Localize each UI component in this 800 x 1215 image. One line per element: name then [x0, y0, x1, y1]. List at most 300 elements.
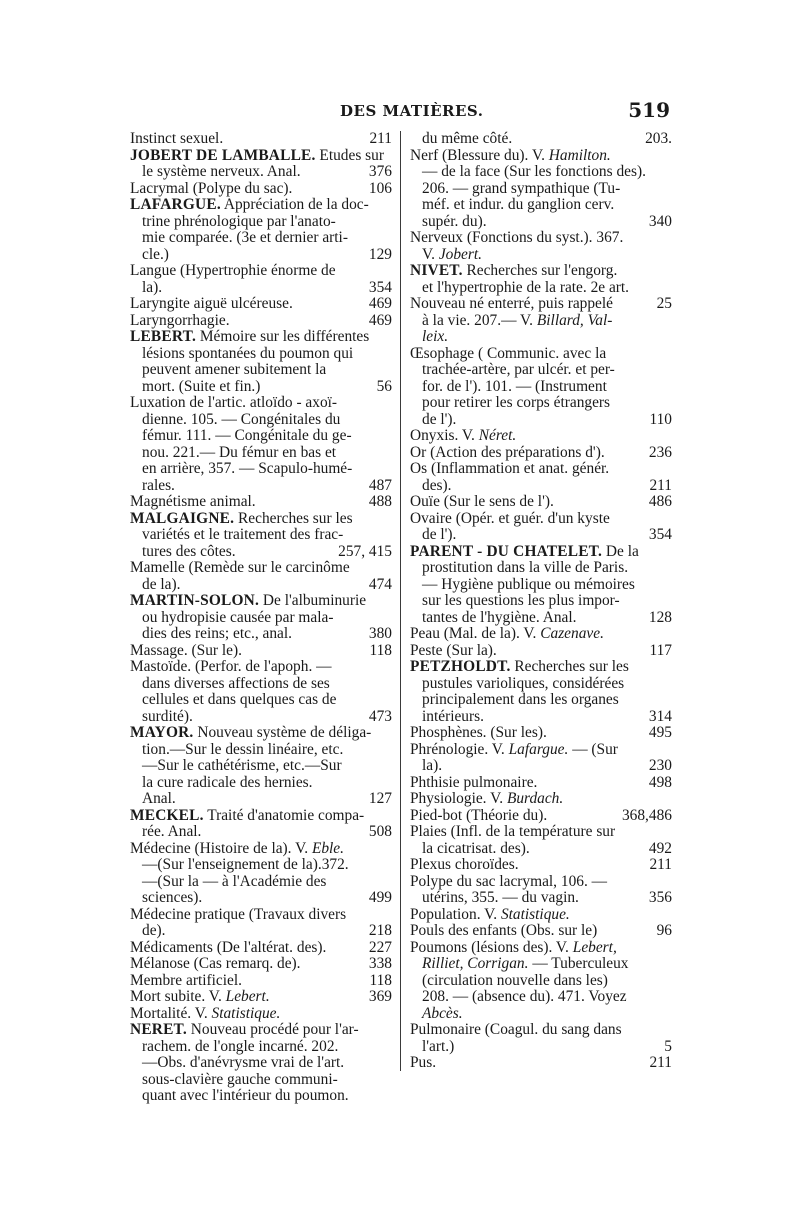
entry-line [410, 907, 672, 924]
entry-line [130, 791, 392, 808]
entry-line [130, 692, 392, 709]
entry-page-number: 203. [645, 130, 672, 147]
entry-text: et l'hypertrophie de la rate. 2e art. [422, 278, 630, 296]
entry-line [130, 808, 392, 825]
entry-line [410, 313, 672, 330]
entry-text: supér. du). [422, 212, 487, 230]
entry-line [410, 676, 672, 693]
entry-text: trachée-artère, par ulcér. et per- [422, 361, 615, 378]
entry-line [130, 494, 392, 511]
entry-text: la). [142, 278, 163, 296]
entry-line [410, 610, 672, 627]
index-entry [130, 956, 392, 973]
entry-line [130, 775, 392, 792]
entry-text: pustules varioliques, considérées [422, 674, 625, 692]
entry-text: Recherches sur les [234, 509, 353, 527]
entry-text: utérins, 355. — du vagin. [422, 889, 579, 906]
index-entry [130, 313, 392, 330]
index-entry [130, 560, 392, 593]
entry-text: Nouveau né enterré, puis rappelé [410, 295, 613, 312]
index-entry [410, 445, 672, 462]
entry-page-number: 376 [368, 163, 392, 180]
entry-text: la cure radicale des hernies. [142, 773, 313, 791]
entry-text: Laryngite aiguë ulcéreuse. [130, 295, 293, 312]
entry-text: principalement dans les organes [422, 691, 619, 708]
entry-text: trine phrénologique par l'anato- [142, 212, 336, 230]
entry-text: Ouïe (Sur le sens de l'). [410, 493, 554, 510]
entry-page-number: 314 [648, 707, 672, 725]
entry-page-number: 492 [648, 839, 672, 857]
entry-line [130, 1088, 392, 1105]
entry-text: Nerveux (Fonctions du syst.). 367. [410, 229, 624, 246]
entry-text: tures des côtes. [142, 542, 236, 560]
entry-line [410, 973, 672, 990]
entry-author: PETZHOLDT. [410, 658, 511, 675]
entry-text: Os (Inflammation et anat. génér. [410, 460, 610, 477]
entry-reference: Statistique. [211, 1004, 281, 1022]
entry-page-number: 469 [368, 311, 392, 329]
entry-text: Pied-bot (Théorie du). [410, 806, 548, 824]
entry-line [410, 956, 672, 973]
entry-text: Mamelle (Remède sur le carcinôme [130, 559, 350, 576]
entry-line [130, 923, 392, 940]
index-entry [130, 131, 392, 148]
entry-page-number: 211 [649, 1054, 672, 1071]
index-entry [410, 148, 672, 231]
entry-line [410, 841, 672, 858]
entry-page-number: 211 [649, 476, 672, 494]
entry-text: —(Sur l'enseignement de la).372. [142, 856, 349, 873]
entry-text: —Sur le cathétérisme, etc.—Sur [142, 757, 342, 774]
entry-text: Mort subite. V. [130, 988, 226, 1005]
entry-line [130, 659, 392, 676]
entry-text: de). [142, 922, 166, 939]
entry-reference: Jobert. [438, 245, 482, 263]
entry-line [130, 709, 392, 726]
entry-page-number: 473 [368, 707, 392, 725]
entry-line [410, 214, 672, 231]
entry-text: rales. [142, 476, 175, 494]
entry-line [410, 296, 672, 313]
entry-line [130, 857, 392, 874]
entry-page-number: 495 [648, 724, 672, 741]
entry-line [130, 164, 392, 181]
entry-text: dies des reins; etc., anal. [142, 625, 293, 642]
entry-reference: Rilliet, Corrigan. [422, 955, 529, 972]
index-entry [410, 907, 672, 924]
entry-line [410, 263, 672, 280]
entry-page-number: 368,486 [621, 806, 672, 824]
entry-page-number: 5 [664, 1037, 672, 1055]
entry-line [410, 940, 672, 957]
entry-text: Anal. [142, 790, 176, 807]
index-entry [130, 593, 392, 643]
entry-text: De l'albuminurie [259, 592, 367, 609]
entry-line [130, 296, 392, 313]
entry-text: dienne. 105. — Congénitales du [142, 410, 341, 428]
entry-reference: Néret. [478, 427, 517, 444]
entry-page-number: 340 [648, 212, 672, 230]
entry-line [130, 824, 392, 841]
entry-line [130, 643, 392, 660]
entry-line [410, 1055, 672, 1072]
index-entry [410, 346, 672, 429]
index-entry [410, 296, 672, 346]
entry-text: fémur. 111. — Congénitale du ge- [142, 427, 352, 444]
entry-text: cle.) [142, 245, 169, 263]
entry-page-number: 218 [368, 922, 392, 939]
index-entry [410, 791, 672, 808]
index-entry [130, 659, 392, 725]
entry-text: l'art.) [422, 1037, 455, 1055]
index-entry [130, 148, 392, 181]
entry-line [410, 890, 672, 907]
entry-line [130, 362, 392, 379]
entry-text: for. de l'). 101. — (Instrument [422, 377, 607, 395]
entry-text: Médecine pratique (Travaux divers [130, 905, 347, 923]
entry-line [410, 527, 672, 544]
entry-text: Physiologie. V. [410, 790, 507, 807]
entry-line [130, 593, 392, 610]
entry-text: tion.—Sur le dessin linéaire, etc. [142, 740, 344, 758]
entry-line [130, 247, 392, 264]
entry-line [410, 181, 672, 198]
index-entry [130, 808, 392, 841]
entry-text: Polype du sac lacrymal, 106. — [410, 872, 608, 890]
entry-reference: Billard, Val- [536, 311, 613, 329]
entry-page-number: 25 [656, 295, 672, 312]
entry-page-number: 129 [368, 245, 392, 263]
entry-line [130, 560, 392, 577]
entry-text: Ovaire (Opér. et guér. d'un kyste [410, 509, 610, 527]
entry-reference: Hamilton. [548, 146, 611, 164]
entry-text: Mémoire sur les différentes [196, 328, 370, 345]
entry-text: Phosphènes. (Sur les). [410, 724, 547, 741]
index-entry [410, 494, 672, 511]
entry-line [130, 742, 392, 759]
index-entry [410, 428, 672, 445]
entry-line [410, 593, 672, 610]
entry-text: Instinct sexuel. [130, 130, 224, 147]
entry-text: en arrière, 357. — Scapulo-humé- [142, 460, 353, 477]
entry-reference: Burdach. [506, 790, 564, 807]
index-entry [130, 725, 392, 808]
entry-line [410, 445, 672, 462]
entry-line [130, 412, 392, 429]
entry-text: Pulmonaire (Coagul. du sang dans [410, 1021, 622, 1038]
entry-line [410, 395, 672, 412]
index-entry [130, 329, 392, 395]
entry-text: Laryngorrhagie. [130, 311, 230, 329]
entry-line [410, 164, 672, 181]
index-entry [130, 973, 392, 990]
entry-text: Pus. [410, 1054, 437, 1071]
entry-line [130, 395, 392, 412]
entry-text: Mélanose (Cas remarq. de). [130, 955, 301, 972]
running-title: DES MATIÈRES. [340, 102, 484, 120]
entry-text: intérieurs. [422, 707, 484, 725]
entry-page-number: 110 [649, 410, 672, 428]
entry-line [410, 544, 672, 561]
entry-line [410, 1039, 672, 1056]
entry-line [410, 280, 672, 297]
entry-text: la cicatrisat. des). [422, 839, 530, 857]
entry-text: dans diverses affections de ses [142, 674, 330, 692]
entry-line [130, 758, 392, 775]
entry-text: Médecine (Histoire de la). V. [130, 839, 312, 857]
entry-page-number: 127 [368, 790, 392, 807]
entry-line [410, 808, 672, 825]
entry-line [410, 560, 672, 577]
entry-page-number: 230 [648, 757, 672, 774]
entry-text: Phrénologie. V. [410, 740, 509, 758]
entry-text: Plaies (Infl. de la température sur [410, 823, 616, 840]
entry-text: Médicaments (De l'altérat. des). [130, 938, 327, 956]
index-entry [130, 197, 392, 263]
entry-text: sur les questions les plus impor- [422, 592, 620, 609]
entry-line [130, 230, 392, 247]
entry-line [130, 1039, 392, 1056]
entry-line [130, 214, 392, 231]
entry-text: tantes de l'hygiène. Anal. [422, 608, 577, 626]
entry-text: — Tuberculeux [528, 955, 629, 972]
entry-line [410, 692, 672, 709]
entry-line [130, 527, 392, 544]
entry-text: le système nerveux. Anal. [142, 163, 301, 180]
entry-page-number: 469 [368, 295, 392, 312]
entry-text: du même côté. [422, 130, 513, 147]
entry-line [130, 428, 392, 445]
index-entry [410, 923, 672, 940]
entry-text: Population. V. [410, 905, 501, 923]
entry-line [130, 263, 392, 280]
entry-author: PARENT - DU CHATELET. [410, 542, 603, 560]
entry-line [410, 742, 672, 759]
index-entry [130, 989, 392, 1006]
index-entry [130, 511, 392, 561]
entry-text: Plexus choroïdes. [410, 856, 519, 873]
entry-line [410, 725, 672, 742]
page-header [130, 98, 670, 128]
entry-text: peuvent amener subitement la [142, 361, 327, 378]
entry-line [410, 412, 672, 429]
entry-text: Peste (Sur la). [410, 641, 497, 659]
entry-line [410, 709, 672, 726]
entry-text: prostitution dans la ville de Paris. [422, 559, 629, 576]
entry-line [410, 626, 672, 643]
entry-line [130, 676, 392, 693]
entry-line [410, 874, 672, 891]
entry-text: — (Sur [568, 740, 618, 758]
entry-line [410, 329, 672, 346]
entry-line [410, 824, 672, 841]
entry-text: Phthisie pulmonaire. [410, 773, 538, 791]
entry-line [130, 379, 392, 396]
index-entry [130, 1022, 392, 1105]
entry-line [130, 131, 392, 148]
index-entry [130, 181, 392, 198]
entry-author: MECKEL. [130, 806, 204, 824]
entry-page-number: 508 [368, 823, 392, 840]
entry-line [130, 1055, 392, 1072]
entry-author: NERET. [130, 1021, 187, 1038]
entry-text: à la vie. 207.— V. [422, 311, 537, 329]
entry-text: Lacrymal (Polype du sac). [130, 179, 293, 197]
entry-line [410, 362, 672, 379]
entry-page-number: 227 [368, 938, 392, 956]
entry-line [410, 346, 672, 363]
index-entry [410, 659, 672, 725]
entry-page-number: 128 [648, 608, 672, 626]
index-entry [130, 395, 392, 494]
index-entry [410, 857, 672, 874]
entry-text: nou. 221.— Du fémur en bas et [142, 443, 337, 461]
entry-line [410, 1006, 672, 1023]
entry-author: JOBERT DE LAMBALLE. [130, 146, 316, 164]
entry-line [130, 1006, 392, 1023]
entry-reference: Lebert. [225, 988, 270, 1005]
index-entry [410, 461, 672, 494]
entry-page-number: 499 [368, 889, 392, 906]
entry-line [410, 1022, 672, 1039]
entry-line [130, 973, 392, 990]
entry-text: 206. — grand sympathique (Tu- [422, 179, 621, 197]
entry-author: MALGAIGNE. [130, 509, 235, 527]
entry-line [130, 907, 392, 924]
index-entry [410, 742, 672, 775]
entry-author: LEBERT. [130, 328, 197, 345]
entry-line [410, 148, 672, 165]
entry-text: —Obs. d'anévrysme vrai de l'art. [142, 1054, 345, 1071]
entry-line [130, 577, 392, 594]
entry-text: De la [602, 542, 639, 560]
index-entry [410, 643, 672, 660]
index-entry [410, 626, 672, 643]
index-entry [410, 775, 672, 792]
entry-page-number: 380 [368, 625, 392, 642]
entry-text: mort. (Suite et fin.) [142, 377, 261, 395]
entry-page-number: 118 [369, 641, 392, 659]
entry-text: Recherches sur les [510, 658, 629, 675]
entry-text: des). [422, 476, 452, 494]
entry-page-number: 56 [376, 377, 392, 395]
entry-text: Nouveau procédé pour l'ar- [186, 1021, 359, 1038]
index-entry [130, 841, 392, 907]
entry-page-number: 211 [369, 130, 392, 147]
entry-text: Onyxis. V. [410, 427, 479, 444]
entry-page-number: 211 [649, 856, 672, 873]
entry-line [410, 428, 672, 445]
entry-line [130, 511, 392, 528]
entry-line [130, 874, 392, 891]
entry-text: Nerf (Blessure du). V. [410, 146, 549, 164]
entry-page-number: 106 [368, 179, 392, 197]
index-entry [130, 643, 392, 660]
entry-line [410, 478, 672, 495]
index-entry [410, 230, 672, 263]
entry-line [130, 626, 392, 643]
entry-reference: Statistique. [500, 905, 570, 923]
entry-line [130, 956, 392, 973]
entry-page-number: 486 [648, 493, 672, 510]
entry-line [410, 758, 672, 775]
entry-line [130, 461, 392, 478]
entry-line [130, 989, 392, 1006]
entry-line [130, 725, 392, 742]
entry-text: rachem. de l'ongle incarné. 202. [142, 1037, 339, 1055]
entry-text: —(Sur la — à l'Académie des [142, 872, 327, 890]
entry-line [130, 346, 392, 363]
entry-text: ou hydropisie causée par mala- [142, 608, 334, 626]
entry-line [130, 445, 392, 462]
entry-text: quant avec l'intérieur du poumon. [142, 1087, 349, 1104]
index-entry [410, 511, 672, 544]
entry-line [130, 890, 392, 907]
entry-reference: Cazenave. [540, 625, 604, 642]
entry-line [130, 181, 392, 198]
index-entry [410, 1055, 672, 1072]
entry-text: rée. Anal. [142, 823, 202, 840]
entry-reference: leix. [422, 328, 449, 345]
entry-line [410, 461, 672, 478]
entry-line [410, 379, 672, 396]
index-entry [410, 808, 672, 825]
entry-text: pour retirer les corps étrangers [422, 394, 611, 411]
entry-text: V. [422, 245, 439, 263]
entry-line [410, 494, 672, 511]
entry-line [130, 280, 392, 297]
entry-line [410, 230, 672, 247]
entry-page-number: 96 [656, 922, 672, 939]
entry-text: Membre artificiel. [130, 971, 242, 989]
entry-line [410, 989, 672, 1006]
entry-line [130, 329, 392, 346]
index-entry [410, 725, 672, 742]
entry-page-number: 369 [368, 988, 392, 1005]
entry-text: 208. — (absence du). 471. Voyez [422, 988, 627, 1005]
index-entry [410, 874, 672, 907]
entry-line [410, 857, 672, 874]
entry-line [410, 791, 672, 808]
entry-author: LAFARGUE. [130, 196, 221, 213]
entry-text: Œsophage ( Communic. avec la [410, 344, 607, 362]
entry-reference: Eble. [311, 839, 344, 857]
index-entry [130, 1006, 392, 1023]
entry-line [130, 841, 392, 858]
entry-line [130, 197, 392, 214]
index-entry [130, 494, 392, 511]
entry-line [130, 478, 392, 495]
page-number: 519 [628, 98, 670, 122]
entry-text: Traité d'anatomie compa- [203, 806, 365, 824]
entry-page-number: 257, 415 [338, 542, 392, 560]
index-entry [130, 296, 392, 313]
entry-reference: Lebert, [572, 938, 617, 956]
entry-page-number: 474 [368, 575, 392, 593]
entry-line [130, 940, 392, 957]
entry-text: cellules et dans quelques cas de [142, 691, 337, 708]
entry-author: MAYOR. [130, 724, 194, 741]
entry-line [410, 775, 672, 792]
entry-line [410, 247, 672, 264]
entry-text: Luxation de l'artic. atloïdo - axoï- [130, 394, 338, 411]
entry-text: sciences). [142, 889, 203, 906]
entry-text: Mastoïde. (Perfor. de l'apoph. — [130, 658, 332, 675]
entry-line [410, 197, 672, 214]
entry-text: Peau (Mal. de la). V. [410, 625, 541, 642]
entry-author: NIVET. [410, 262, 463, 279]
index-entry [410, 940, 672, 1023]
